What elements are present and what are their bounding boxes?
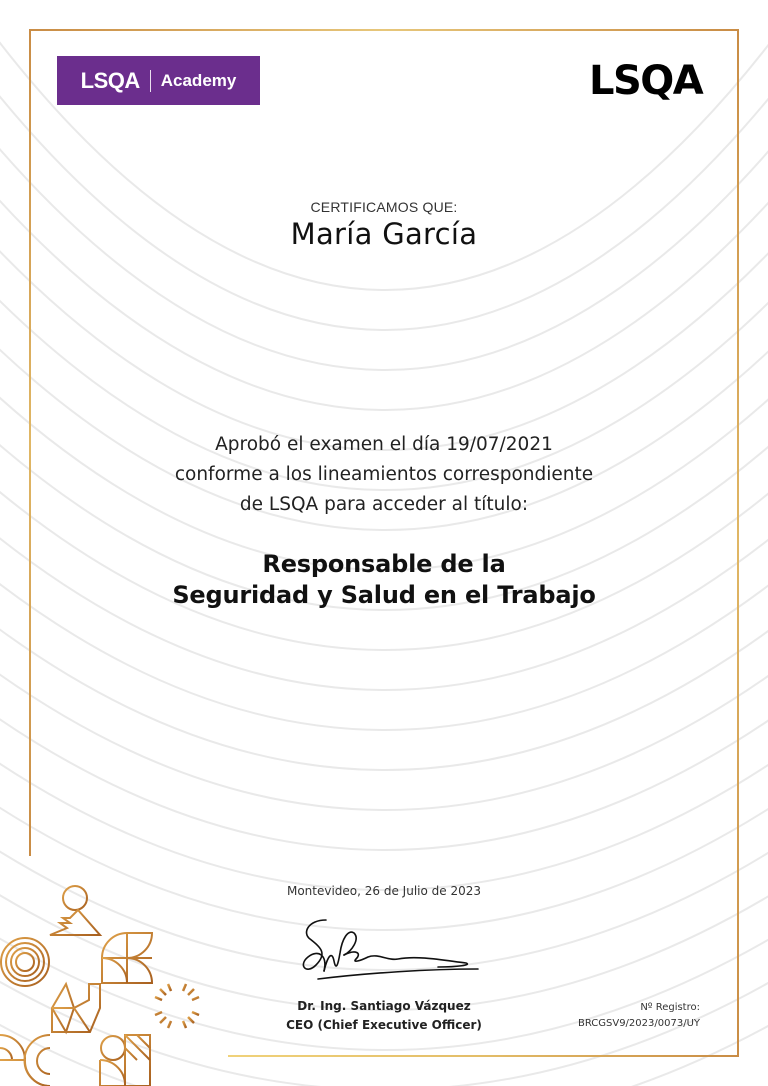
lsqa-logo: LSQA	[589, 58, 703, 104]
certify-intro: CERTIFICAMOS QUE:	[310, 199, 458, 215]
academy-logo-divider	[150, 70, 151, 92]
signer-name: Dr. Ing. Santiago Vázquez	[297, 999, 471, 1013]
diamond-cube-icon	[52, 984, 100, 1032]
place-and-date: Montevideo, 26 de Julio de 2023	[286, 884, 481, 898]
body-line: de LSQA para acceder al título:	[239, 494, 529, 515]
arc-block-icon	[102, 933, 152, 983]
curves-icon	[0, 1035, 50, 1086]
title-line: Seguridad y Salud en el Trabajo	[172, 581, 596, 609]
certificate-body	[0, 430, 768, 520]
body-line: Aprobó el examen el día 19/07/2021	[215, 434, 553, 455]
registry-number: BRCGSV9/2023/0073/UY	[577, 1018, 700, 1029]
registry-block	[578, 1000, 700, 1032]
academy-logo-sub: Academy	[160, 70, 237, 90]
signature-image	[298, 915, 484, 985]
grid-triangles-icon	[100, 1035, 150, 1086]
academy-logo-brand: LSQA	[80, 67, 140, 93]
registry-label: Nº Registro:	[640, 1002, 700, 1013]
lsqa-academy-logo	[57, 56, 260, 105]
border-top	[29, 29, 739, 31]
recipient-name: María García	[290, 217, 478, 251]
body-line: conforme a los lineamientos correspondiente	[174, 464, 594, 485]
title-line: Responsable de la	[262, 550, 506, 578]
sunburst-icon	[153, 984, 201, 1028]
concentric-circles-icon	[1, 938, 49, 986]
geometric-decoration	[0, 870, 220, 1086]
sun-pyramid-icon	[50, 886, 100, 935]
border-right	[737, 29, 739, 1057]
border-bottom	[228, 1055, 739, 1057]
signer-role: CEO (Chief Executive Officer)	[286, 1018, 482, 1032]
certificate-title	[0, 549, 768, 611]
